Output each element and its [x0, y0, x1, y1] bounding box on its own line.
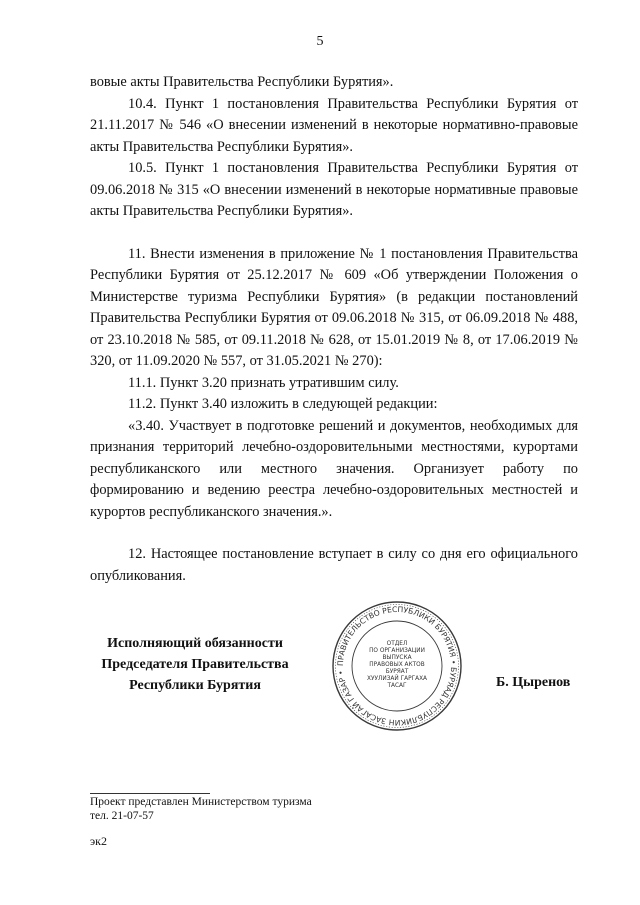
paragraph: вовые акты Правительства Республики Бурятия».: [90, 74, 394, 90]
seal-center-line: ХУУЛИЗАЙ ГАРГАХА: [366, 676, 428, 682]
seal-center-line: ОТДЕЛ: [386, 641, 408, 647]
signatory-name: Б. Цыренов: [496, 675, 571, 690]
paragraph: «3.40. Участвует в подготовке решений и документов, необходимых для признания территорий лечебно-оздоровительными местностями, курортами республиканского или местного значения. Организует работу по формированию и ведению реестра лечебно-оздоровительных местностей и курортов республиканского значения.».: [90, 417, 578, 520]
document-code: эк2: [90, 834, 107, 848]
paragraph-gap: [90, 523, 578, 544]
page-number: 5: [316, 34, 324, 49]
seal-center-line: БУРЯАТ: [385, 669, 409, 675]
paragraph: 12. Настоящее постановление вступает в силу со дня его официального опубликования.: [90, 546, 578, 584]
paragraph-gap: [90, 223, 578, 244]
paragraph: 10.5. Пункт 1 постановления Правительства Республики Бурятия от 09.06.2018 № 315 «О внесении изменений в некоторые нормативные правовые акты Правительства Республики Бурятия».: [90, 160, 578, 219]
seal-center-line: ВЫПУСКА: [382, 655, 412, 661]
seal-center-line: ПРАВОВЫХ АКТОВ: [369, 662, 425, 668]
footnote: [90, 795, 312, 823]
seal-center-line: ПО ОРГАНИЗАЦИИ: [369, 648, 425, 654]
paragraph: 10.4. Пункт 1 постановления Правительства Республики Бурятия от 21.11.2017 № 546 «О внесении изменений в некоторые нормативно-правовые акты Правительства Республики Бурятия».: [90, 95, 578, 155]
signatory-title-line: Председателя Правительства: [101, 657, 289, 672]
paragraph: 11.2. Пункт 3.40 изложить в следующей редакции:: [128, 396, 438, 412]
signatory-title-line: Республики Бурятия: [129, 678, 261, 693]
seal-ring-text: ПРАВИТЕЛЬСТВО РЕСПУБЛИКИ БУРЯТИЯ • БУРЯАД РЕСПУБЛИКИН ЗАСАГАЙ ГАЗАР •: [335, 604, 459, 728]
footnote-line: тел. 21-07-57: [90, 810, 154, 822]
official-seal: [331, 600, 463, 732]
seal-center-line: ТАСАГ: [387, 683, 407, 689]
footnote-line: Проект представлен Министерством туризма: [90, 796, 312, 808]
paragraph: 11. Внести изменения в приложение № 1 постановления Правительства Республики Бурятия от 25.12.2017 № 609 «Об утверждении Положения о Министерстве туризма Республики Бурятия» (в редакции постановлений Правительства Республики Бурятия от 09.06.2018 № 315, от 06.09.2018 № 488, от 23.10.2018 № 585, от 09.11.2018 № 628, от 15.01.2019 № 8, от 17.06.2019 № 320, от 11.09.2020 № 557, от 31.05.2021 № 270):: [90, 245, 578, 369]
signatory-title: [90, 633, 300, 696]
paragraph: 11.1. Пункт 3.20 признать утратившим силу.: [128, 374, 399, 391]
body-text: [90, 72, 578, 587]
signatory-title-line: Исполняющий обязанности: [107, 636, 283, 651]
footnote-divider: [90, 793, 210, 794]
